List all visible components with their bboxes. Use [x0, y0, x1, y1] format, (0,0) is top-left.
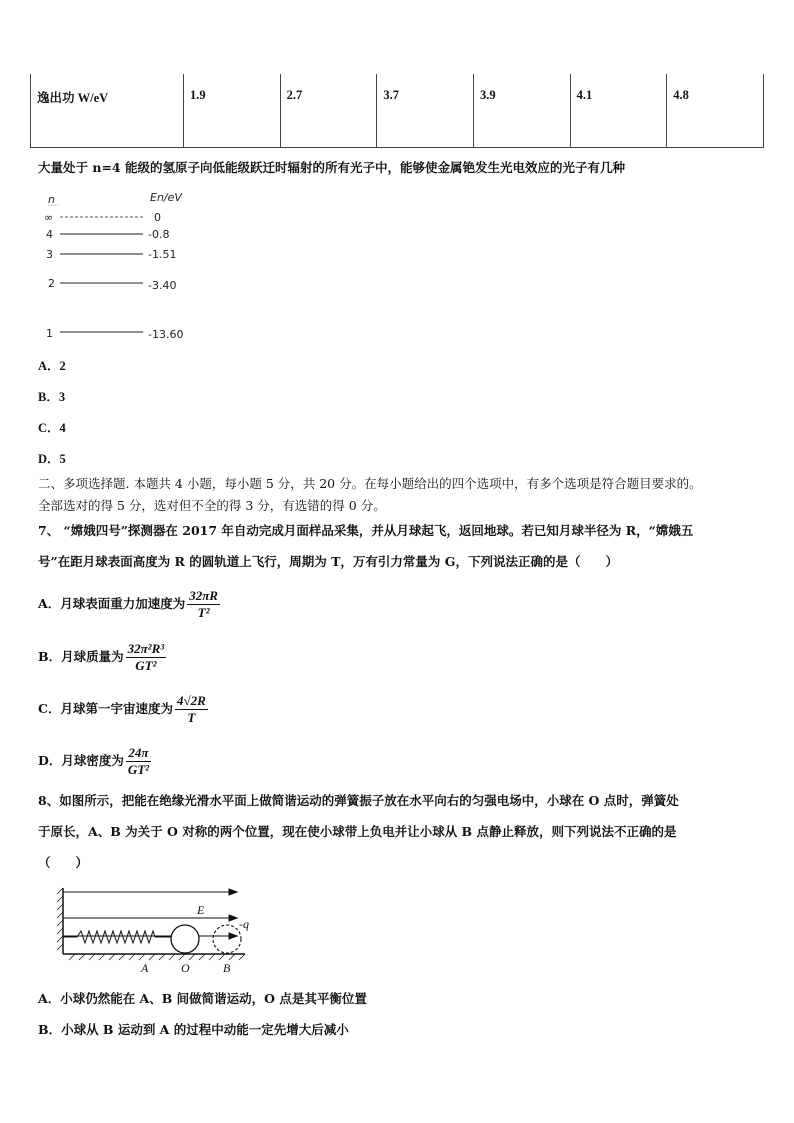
fraction-numerator: 32π²R³: [127, 641, 165, 656]
table-header-cell: 逸出功 W/eV: [31, 74, 184, 148]
q6-option-a: A．2: [38, 359, 66, 373]
table-cell: 1.9: [184, 74, 281, 148]
q6-option-b: B．3: [38, 390, 66, 404]
table-cell: 4.8: [667, 74, 764, 148]
position-label-b: B: [223, 961, 231, 975]
table-cell: 3.7: [377, 74, 474, 148]
spring-oscillator-svg: [55, 880, 265, 976]
level-n-3: 3: [46, 248, 53, 261]
q7-option-b-label: B．月球质量为: [38, 649, 124, 664]
q7-option-a-label: A．月球表面重力加速度为: [38, 596, 186, 611]
q7-option-c: [38, 693, 208, 726]
level-n-4: 4: [46, 228, 53, 241]
position-label-o: O: [181, 961, 190, 975]
field-label-e: E: [197, 903, 205, 917]
q8-stem-line-2: 于原长，A、B 为关于 O 对称的两个位置，现在使小球带上负电并让小球从 B 点静止释放，则下列说法不正确的是: [38, 824, 677, 839]
level-n-1: 1: [46, 327, 53, 340]
q8-stem-line-1: 8、如图所示，把能在绝缘光滑水平面上做简谐运动的弹簧振子放在水平向右的匀强电场中，小球在 O 点时，弹簧处: [38, 793, 679, 808]
q7-stem-line-2: 号”在距月球表面高度为 R 的圆轨道上飞行，周期为 T，万有引力常量为 G，下列说法正确的是（ ）: [38, 554, 618, 569]
ball: [171, 925, 199, 953]
floor-hatching: [69, 954, 245, 960]
fraction-numerator: 32πR: [189, 588, 218, 603]
level-e-inf: 0: [154, 211, 161, 224]
table-cell: 2.7: [280, 74, 377, 148]
q8-option-a: A．小球仍然能在 A、B 间做简谐运动，O 点是其平衡位置: [38, 991, 367, 1006]
q6-option-c: C．4: [38, 421, 66, 435]
spring: [63, 931, 171, 943]
level-e-4: -0.8: [148, 228, 170, 241]
spring-oscillator-figure: [55, 880, 265, 976]
q7-option-c-fraction: [175, 693, 208, 726]
energy-level-diagram: [38, 188, 198, 348]
q7-option-c-label: C．月球第一宇宙速度为: [38, 701, 173, 716]
table-cell: 3.9: [473, 74, 570, 148]
level-e-3: -1.51: [148, 248, 177, 261]
question-6-stem: 大量处于 n=4 能级的氢原子向低能级跃迁时辐射的所有光子中，能够使金属铯发生光电效应的光子有几种: [38, 160, 625, 175]
q7-option-b: [38, 641, 166, 674]
fraction-numerator: 4√2R: [176, 693, 206, 708]
level-n-2: 2: [48, 277, 55, 290]
level-e-1: -13.60: [148, 328, 184, 341]
table-cell: 4.1: [570, 74, 667, 148]
q7-option-a: [38, 588, 220, 621]
energy-header: En/eV: [150, 191, 182, 204]
q7-option-a-fraction: [187, 588, 220, 621]
level-e-2: -3.40: [148, 279, 177, 292]
q7-stem-line-1: 7、 “嫦娥四号”探测器在 2017 年自动完成月面样品采集，并从月球起飞，返回地球。若已知月球半径为 R，“嫦娥五: [38, 523, 694, 538]
energy-level-svg: [38, 188, 198, 348]
q8-stem-line-3: （ ）: [38, 855, 89, 870]
q7-option-d-fraction: [126, 745, 151, 778]
level-n-inf: ∞: [44, 211, 54, 224]
q8-option-b: B．小球从 B 运动到 A 的过程中动能一定先增大后减小: [38, 1022, 349, 1037]
section-2-line-2: 全部选对的得 5 分，选对但不全的得 3 分，有选错的得 0 分。: [38, 498, 386, 513]
section-2-line-1: 二、多项选择题. 本题共 4 小题，每小题 5 分，共 20 分。在每小题给出的四个选项中，有多个选项是符合题目要求的。: [38, 476, 702, 491]
q6-option-d: D．5: [38, 452, 66, 466]
fraction-numerator: 24π: [126, 745, 151, 762]
fraction-denominator: T: [187, 710, 196, 725]
work-function-table: [30, 74, 764, 148]
q7-option-d-label: D．月球密度为: [38, 753, 124, 768]
fraction-denominator: GT²: [127, 762, 150, 777]
ball-at-b-dashed: [213, 925, 241, 953]
fraction-denominator: GT²: [135, 658, 157, 673]
fraction-denominator: T²: [197, 605, 210, 620]
table-row: [31, 74, 764, 148]
q7-option-d: [38, 745, 151, 778]
position-label-a: A: [141, 961, 149, 975]
q7-option-b-fraction: [126, 641, 167, 674]
charge-label: -q: [239, 917, 249, 931]
wall-hatching: [57, 888, 63, 950]
n-header: n: [48, 193, 55, 206]
